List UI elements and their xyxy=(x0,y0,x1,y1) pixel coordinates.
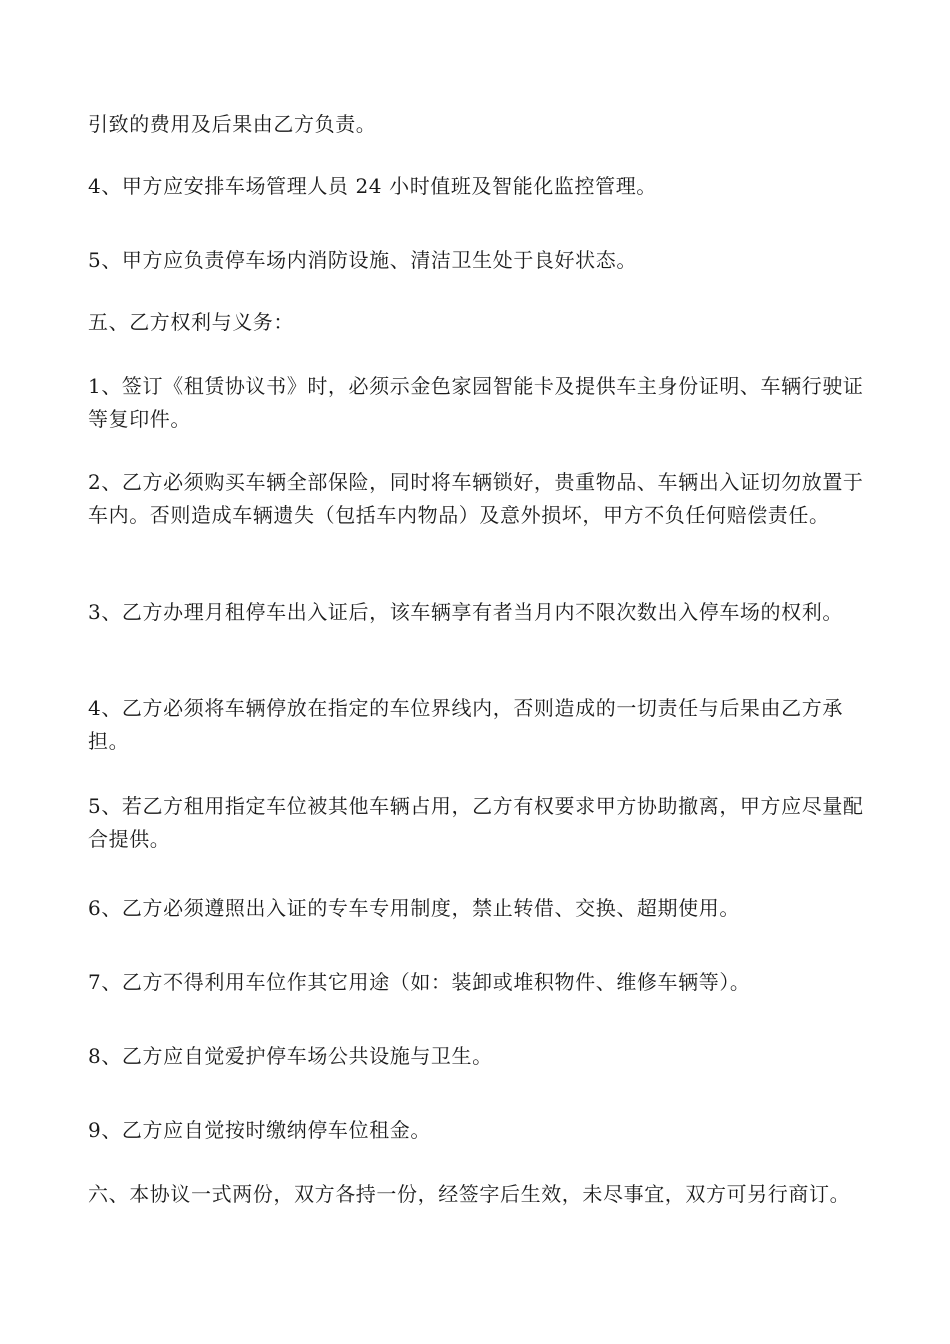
section-6-clause: 六、本协议一式两份，双方各持一份，经签字后生效，未尽事宜，双方可另行商订。 xyxy=(88,1182,851,1206)
clause-5-3: 3、乙方办理月租停车出入证后，该车辆享有者当月内不限次数出入停车场的权利。 xyxy=(88,600,843,624)
clause-5-1: 1、签订《租赁协议书》时，必须示金色家园智能卡及提供车主身份证明、车辆行驶证等复印件。 xyxy=(88,374,864,431)
clause-5-7: 7、乙方不得利用车位作其它用途（如：装卸或堆积物件、维修车辆等）。 xyxy=(88,970,751,994)
clause-5-5: 5、若乙方租用指定车位被其他车辆占用，乙方有权要求甲方协助撤离，甲方应尽量配合提供。 xyxy=(88,794,864,851)
clause-5-4: 4、乙方必须将车辆停放在指定的车位界线内，否则造成的一切责任与后果由乙方承担。 xyxy=(88,696,843,753)
section-5-heading: 五、乙方权利与义务： xyxy=(88,310,294,334)
clause-5-9: 9、乙方应自觉按时缴纳停车位租金。 xyxy=(88,1118,431,1142)
clause-5-2: 2、乙方必须购买车辆全部保险，同时将车辆锁好，贵重物品、车辆出入证切勿放置于车内。否则造成车辆遗失（包括车内物品）及意外损坏，甲方不负任何赔偿责任。 xyxy=(88,470,864,527)
clause-5-8: 8、乙方应自觉爱护停车场公共设施与卫生。 xyxy=(88,1044,493,1068)
paragraph-continuation: 引致的费用及后果由乙方负责。 xyxy=(88,112,377,136)
clause-4-5: 5、甲方应负责停车场内消防设施、清洁卫生处于良好状态。 xyxy=(88,248,637,272)
clause-4-2: 4、甲方应安排车场管理人员 24 小时值班及智能化监控管理。 xyxy=(88,174,657,198)
clause-5-6: 6、乙方必须遵照出入证的专车专用制度，禁止转借、交换、超期使用。 xyxy=(88,896,740,920)
